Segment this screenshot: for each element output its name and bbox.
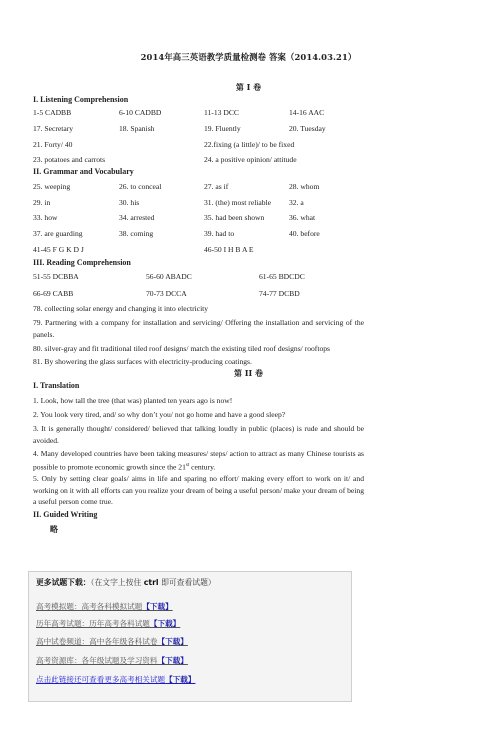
more-downloads-header	[36, 577, 216, 588]
link-text: 高考模拟题：高考各科模拟试题	[36, 602, 143, 611]
answer-cell: 14-16 AAC	[289, 108, 325, 117]
download-label: 【下载】	[142, 602, 173, 611]
reading-row	[33, 289, 463, 300]
writing-content: 略	[50, 525, 58, 534]
answer-cell: 31. (the) most reliable	[204, 198, 272, 207]
answer-cell: 28. whom	[289, 182, 320, 191]
translation-2: 2. You look very tired, and/ so why don’t you/ not go home and have a good sleep?	[33, 410, 286, 419]
listening-row	[33, 155, 463, 166]
answer-cell: 32. a	[289, 198, 304, 207]
link-resource-library[interactable]	[36, 655, 188, 666]
answer-cell: 21. Forty/ 40	[33, 140, 73, 149]
link-highschool-papers[interactable]	[36, 636, 188, 647]
link-text: 高考资源库：各年级试题及学习资料	[36, 656, 158, 665]
document-title: 2014年高三英语教学质量检测卷 答案（2014.03.21）	[140, 52, 357, 62]
part-two-heading: 第 II 卷	[233, 368, 264, 378]
link-text: 历年高考试题：历年高考各科试题	[36, 619, 150, 628]
writing-heading: II. Guided Writing	[33, 510, 98, 519]
answer-cell: 30. his	[119, 198, 140, 207]
translation-4-tail: century.	[189, 462, 216, 472]
answer-cell: 66-69 CABB	[33, 289, 74, 298]
answer-cell: 41-45 F G K D J	[33, 245, 84, 254]
ctrl-hint	[91, 578, 216, 587]
answer-cell: 61-65 BDCDC	[259, 272, 305, 281]
answer-cell: 25. weeping	[33, 182, 71, 191]
answer-cell: 20. Tuesday	[289, 124, 326, 133]
translation-3: 3. It is generally thought/ considered/ believed that talking loudly in public (places) is rude and should be avoided.	[33, 424, 364, 445]
reading-row	[33, 272, 463, 283]
link-text: 高中试卷频道：高中各年级各科试卷	[36, 637, 158, 646]
listening-row	[33, 124, 463, 135]
answer-cell: 34. arrested	[119, 213, 155, 222]
answer-cell: 74-77 DCBD	[259, 289, 300, 298]
ctrl-hint-pre: （在文字上按住	[90, 578, 144, 587]
link-more-exams[interactable]	[36, 674, 195, 685]
answer-78: 78. collecting solar energy and changing it into electricity	[33, 304, 209, 313]
answer-cell: 26. to conceal	[119, 182, 162, 191]
download-label: 【下载】	[157, 656, 188, 665]
grammar-row	[33, 245, 463, 256]
download-label: 【下载】	[165, 675, 196, 684]
answer-cell: 70-73 DCCA	[146, 289, 187, 298]
listening-heading: I. Listening Comprehension	[33, 95, 129, 104]
answer-cell: 1-5 CADBB	[33, 108, 72, 117]
answer-cell: 33. how	[33, 213, 58, 222]
answer-cell: 40. before	[289, 229, 320, 238]
download-label: 【下载】	[157, 637, 188, 646]
grammar-row	[33, 229, 463, 240]
answer-cell: 17. Secretary	[33, 124, 74, 133]
translation-4-text: 4. Many developed countries have been taking measures/ steps/ action to attract as many Chinese tourists as possible to promote economic growth since the 21	[33, 449, 364, 472]
grammar-row	[33, 182, 463, 193]
answer-79: 79. Partnering with a company for installation and servicing/ Offering the installation and servicing of the panels.	[33, 318, 364, 339]
answer-cell: 24. a positive opinion/ attitude	[204, 155, 297, 164]
grammar-row	[33, 213, 463, 224]
answer-cell: 39. had to	[204, 229, 235, 238]
download-label: 【下载】	[149, 619, 181, 628]
answer-cell: 36. what	[289, 213, 316, 222]
answer-cell: 56-60 ABADC	[146, 272, 192, 281]
translation-5: 5. Only by setting clear goals/ aims in life and sparing no effort/ making every effort to work on it/ and working on it with all efforts can you realize your dream of being a useful person/ make your dream of being a useful person come true.	[33, 474, 364, 507]
answer-cell: 51-55 DCBBA	[33, 272, 79, 281]
more-downloads-label: 更多试题下载：	[36, 578, 91, 587]
ctrl-hint-post: 即可查看试题）	[158, 578, 216, 587]
answer-cell: 29. in	[33, 198, 51, 207]
translation-1: 1. Look, how tall the tree (that was) planted ten years ago is now!	[33, 396, 233, 405]
answer-cell: 46-50 I H B A E	[204, 245, 254, 254]
answer-cell: 37. are guarding	[33, 229, 83, 238]
answer-cell: 35. had been shown	[204, 213, 265, 222]
answer-cell: 19. Fluently	[204, 124, 241, 133]
answer-cell: 38. coming	[119, 229, 154, 238]
answer-cell: 11-13 DCC	[204, 108, 239, 117]
link-gaokao-mock[interactable]	[36, 601, 173, 612]
part-one-heading: 第 I 卷	[235, 82, 262, 92]
reading-heading: III. Reading Comprehension	[33, 258, 131, 267]
link-text: 点击此链接还可查看更多高考相关试题	[36, 675, 166, 684]
answer-cell: 6-10 CADBD	[119, 108, 162, 117]
translation-heading: I. Translation	[33, 381, 80, 390]
answer-80: 80. silver-gray and fit traditional tiled roof designs/ match the existing tiled roof designs/ rooftops	[33, 344, 330, 353]
grammar-row	[33, 198, 463, 209]
ordinal-suffix: st	[185, 462, 190, 468]
listening-row	[33, 108, 463, 119]
answer-81: 81. By showering the glass surfaces with electricity-producing coatings.	[33, 357, 252, 366]
answer-cell: 23. potatoes and carrots	[33, 155, 106, 164]
grammar-heading: II. Grammar and Vocabulary	[33, 167, 134, 176]
ctrl-key: ctrl	[143, 578, 159, 587]
answer-cell: 27. as if	[204, 182, 229, 191]
translation-4	[33, 448, 364, 473]
answer-cell: 22.fixing (a little)/ to be fixed	[204, 140, 295, 149]
listening-row	[33, 140, 463, 151]
link-past-exams[interactable]	[36, 618, 180, 629]
answer-cell: 18. Spanish	[119, 124, 155, 133]
